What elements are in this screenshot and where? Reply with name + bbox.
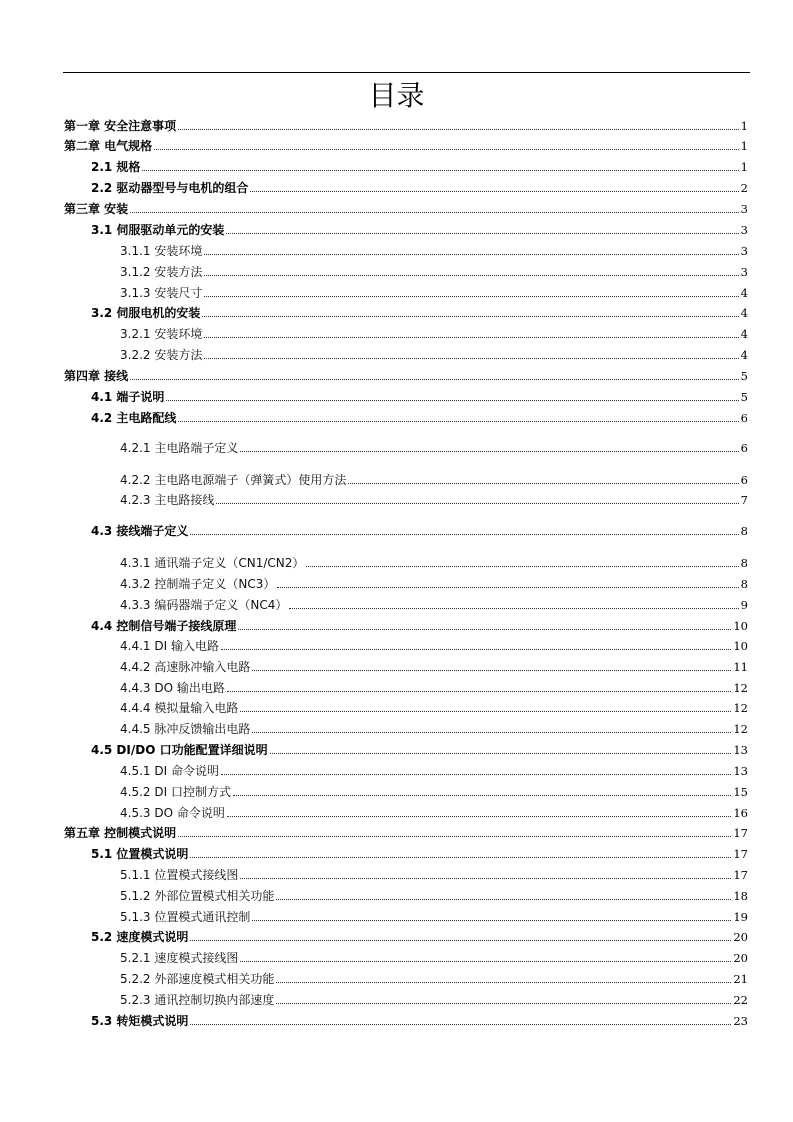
toc-entry[interactable] bbox=[91, 617, 748, 633]
toc-entry-label: 5.2.3 通讯控制切换内部速度 bbox=[120, 993, 275, 1007]
toc-entry-label: 3.2 伺服电机的安装 bbox=[91, 306, 201, 320]
toc-entry-page: 1 bbox=[740, 160, 748, 174]
toc-entry[interactable] bbox=[120, 658, 748, 674]
toc-entry[interactable] bbox=[120, 554, 748, 570]
toc-entry[interactable] bbox=[91, 522, 748, 538]
dot-leader bbox=[348, 483, 738, 484]
toc-entry-label: 3.2.1 安装环境 bbox=[120, 327, 203, 341]
toc-entry[interactable] bbox=[120, 439, 748, 455]
toc-entry-page: 6 bbox=[740, 411, 748, 425]
dot-leader bbox=[204, 275, 738, 276]
dot-leader bbox=[270, 753, 732, 754]
dot-leader bbox=[154, 149, 738, 150]
dot-leader bbox=[190, 857, 731, 858]
toc-entry[interactable] bbox=[120, 783, 748, 799]
toc-entry-label: 3.1.2 安装方法 bbox=[120, 265, 203, 279]
toc-entry[interactable] bbox=[120, 263, 748, 279]
toc-entry-page: 19 bbox=[733, 910, 748, 924]
toc-entry-label: 4.2 主电路配线 bbox=[91, 411, 177, 425]
toc-entry-page: 4 bbox=[740, 306, 748, 320]
toc-entry[interactable] bbox=[120, 908, 748, 924]
toc-entry-page: 17 bbox=[733, 868, 748, 882]
dot-leader bbox=[226, 233, 738, 234]
dot-leader bbox=[238, 629, 731, 630]
toc-entry-page: 1 bbox=[740, 119, 748, 133]
toc-entry-page: 23 bbox=[733, 1014, 748, 1028]
dot-leader bbox=[190, 534, 738, 535]
toc-entry[interactable] bbox=[120, 471, 748, 487]
dot-leader bbox=[130, 379, 738, 380]
toc-entry-page: 17 bbox=[733, 847, 748, 861]
toc-entry[interactable] bbox=[120, 866, 748, 882]
toc-entry-page: 20 bbox=[733, 951, 748, 965]
toc-entry-label: 4.5.1 DI 命令说明 bbox=[120, 764, 219, 778]
toc-entry-page: 4 bbox=[740, 286, 748, 300]
toc-entry-label: 第五章 控制模式说明 bbox=[64, 826, 177, 840]
dot-leader bbox=[227, 816, 732, 817]
toc-entry-page: 8 bbox=[740, 577, 748, 591]
toc-entry[interactable] bbox=[64, 367, 748, 383]
toc-entry-page: 5 bbox=[740, 369, 748, 383]
toc-entry-label: 4.4.1 DI 输入电路 bbox=[120, 639, 219, 653]
toc-entry-page: 7 bbox=[740, 493, 748, 507]
dot-leader bbox=[289, 608, 738, 609]
dot-leader bbox=[240, 961, 731, 962]
toc-entry-page: 10 bbox=[733, 639, 748, 653]
dot-leader bbox=[276, 982, 731, 983]
dot-leader bbox=[221, 649, 731, 650]
toc-entry[interactable] bbox=[120, 242, 748, 258]
dot-leader bbox=[227, 691, 732, 692]
toc-entry-label: 5.2.2 外部速度模式相关功能 bbox=[120, 972, 275, 986]
toc-entry-label: 4.5.3 DO 命令说明 bbox=[120, 806, 225, 820]
dot-leader bbox=[178, 129, 738, 130]
dot-leader bbox=[240, 711, 731, 712]
toc-entry[interactable] bbox=[120, 637, 748, 653]
toc-entry[interactable] bbox=[91, 304, 748, 320]
toc-entry-page: 6 bbox=[740, 441, 748, 455]
toc-entry[interactable] bbox=[64, 824, 748, 840]
toc-entry-label: 3.1.3 安装尺寸 bbox=[120, 286, 203, 300]
toc-entry-page: 5 bbox=[740, 390, 748, 404]
toc-entry-page: 18 bbox=[733, 889, 748, 903]
dot-leader bbox=[233, 795, 731, 796]
dot-leader bbox=[240, 451, 738, 452]
toc-entry[interactable] bbox=[91, 179, 748, 195]
toc-entry-label: 4.4.3 DO 输出电路 bbox=[120, 681, 225, 695]
page-title: 目录 bbox=[368, 79, 425, 112]
toc-entry[interactable] bbox=[91, 928, 748, 944]
dot-leader bbox=[202, 316, 738, 317]
toc-entry-label: 4.4.5 脉冲反馈输出电路 bbox=[120, 722, 251, 736]
dot-leader bbox=[142, 170, 738, 171]
toc-entry[interactable] bbox=[91, 409, 748, 425]
toc-entry-label: 第二章 电气规格 bbox=[64, 139, 153, 153]
toc-entry-label: 5.1.3 位置模式通讯控制 bbox=[120, 910, 251, 924]
toc-entry-page: 3 bbox=[740, 265, 748, 279]
toc-entry[interactable] bbox=[91, 741, 748, 757]
toc-entry-page: 17 bbox=[733, 826, 748, 840]
toc-entry-label: 4.2.3 主电路接线 bbox=[120, 493, 215, 507]
toc-entry-label: 5.2 速度模式说明 bbox=[91, 930, 189, 944]
toc-entry-label: 4.4 控制信号端子接线原理 bbox=[91, 619, 237, 633]
dot-leader bbox=[204, 296, 738, 297]
dot-leader bbox=[130, 212, 738, 213]
dot-leader bbox=[276, 899, 731, 900]
toc-entry-page: 13 bbox=[733, 764, 748, 778]
toc-entry[interactable] bbox=[64, 137, 748, 153]
dot-leader bbox=[166, 400, 738, 401]
toc-entry-label: 4.2.1 主电路端子定义 bbox=[120, 441, 239, 455]
toc-entry-page: 20 bbox=[733, 930, 748, 944]
toc-entry-label: 5.1 位置模式说明 bbox=[91, 847, 189, 861]
toc-entry-page: 9 bbox=[740, 598, 748, 612]
dot-leader bbox=[252, 670, 731, 671]
dot-leader bbox=[190, 1024, 731, 1025]
toc-entry-label: 第一章 安全注意事项 bbox=[64, 119, 177, 133]
toc-entry-page: 12 bbox=[733, 681, 748, 695]
toc-entry-label: 5.3 转矩模式说明 bbox=[91, 1014, 189, 1028]
dot-leader bbox=[178, 836, 731, 837]
dot-leader bbox=[250, 191, 738, 192]
toc-entry-page: 8 bbox=[740, 524, 748, 538]
toc-entry-label: 5.1.1 位置模式接线图 bbox=[120, 868, 239, 882]
toc-entry-page: 13 bbox=[733, 743, 748, 757]
dot-leader bbox=[252, 732, 731, 733]
toc-entry-page: 1 bbox=[740, 139, 748, 153]
toc-entry[interactable] bbox=[120, 887, 748, 903]
toc-entry-page: 10 bbox=[733, 619, 748, 633]
toc-entry-label: 第四章 接线 bbox=[64, 369, 129, 383]
toc-entry[interactable] bbox=[64, 200, 748, 216]
toc-entry-label: 3.1 伺服驱动单元的安装 bbox=[91, 223, 225, 237]
toc-entry-label: 4.2.2 主电路电源端子（弹簧式）使用方法 bbox=[120, 473, 347, 487]
toc-entry[interactable] bbox=[91, 1012, 748, 1028]
toc-entry-label: 4.3.1 通讯端子定义（CN1/CN2） bbox=[120, 556, 305, 570]
toc-entry-page: 16 bbox=[733, 806, 748, 820]
toc-entry[interactable] bbox=[91, 845, 748, 861]
toc-entry-page: 11 bbox=[733, 660, 748, 674]
toc-entry-label: 3.1.1 安装环境 bbox=[120, 244, 203, 258]
toc-entry-page: 21 bbox=[733, 972, 748, 986]
toc-entry-label: 4.3.2 控制端子定义（NC3） bbox=[120, 577, 276, 591]
toc-entry-label: 5.2.1 速度模式接线图 bbox=[120, 951, 239, 965]
toc-entry[interactable] bbox=[91, 158, 748, 174]
toc-entry-page: 4 bbox=[740, 327, 748, 341]
toc-entry-page: 12 bbox=[733, 701, 748, 715]
toc-entry-page: 12 bbox=[733, 722, 748, 736]
toc-entry[interactable] bbox=[120, 762, 748, 778]
toc-entry-page: 8 bbox=[740, 556, 748, 570]
toc-entry[interactable] bbox=[91, 221, 748, 237]
dot-leader bbox=[216, 503, 738, 504]
toc-entry-page: 15 bbox=[733, 785, 748, 799]
dot-leader bbox=[221, 774, 731, 775]
toc-entry[interactable] bbox=[120, 575, 748, 591]
dot-leader bbox=[190, 940, 731, 941]
toc-entry[interactable] bbox=[120, 720, 748, 736]
toc-entry-label: 4.4.4 模拟量输入电路 bbox=[120, 701, 239, 715]
toc-entry-label: 4.5.2 DI 口控制方式 bbox=[120, 785, 231, 799]
toc-entry[interactable] bbox=[120, 949, 748, 965]
toc-entry[interactable] bbox=[64, 117, 748, 133]
toc-entry[interactable] bbox=[120, 804, 748, 820]
toc-entry[interactable] bbox=[91, 388, 748, 404]
toc-entry-label: 4.4.2 高速脉冲输入电路 bbox=[120, 660, 251, 674]
toc-entry-label: 第三章 安装 bbox=[64, 202, 129, 216]
toc-entry-page: 4 bbox=[740, 348, 748, 362]
toc-entry-page: 3 bbox=[740, 223, 748, 237]
toc-entry[interactable] bbox=[120, 679, 748, 695]
dot-leader bbox=[204, 254, 738, 255]
toc-entry-page: 22 bbox=[733, 993, 748, 1007]
dot-leader bbox=[204, 337, 738, 338]
dot-leader bbox=[240, 878, 731, 879]
dot-leader bbox=[276, 1003, 731, 1004]
toc-entry[interactable] bbox=[120, 346, 748, 362]
toc-entry[interactable] bbox=[120, 491, 748, 507]
toc-entry-page: 6 bbox=[740, 473, 748, 487]
toc-entry[interactable] bbox=[120, 325, 748, 341]
toc-entry[interactable] bbox=[120, 596, 748, 612]
toc-entry-label: 4.5 DI/DO 口功能配置详细说明 bbox=[91, 743, 268, 757]
toc-entry[interactable] bbox=[120, 970, 748, 986]
toc-entry-label: 5.1.2 外部位置模式相关功能 bbox=[120, 889, 275, 903]
toc-entry[interactable] bbox=[120, 991, 748, 1007]
dot-leader bbox=[252, 920, 731, 921]
toc-entry-page: 3 bbox=[740, 202, 748, 216]
dot-leader bbox=[277, 587, 738, 588]
toc-entry-label: 3.2.2 安装方法 bbox=[120, 348, 203, 362]
toc-entry-page: 3 bbox=[740, 244, 748, 258]
toc-entry-label: 2.1 规格 bbox=[91, 160, 141, 174]
dot-leader bbox=[306, 566, 738, 567]
dot-leader bbox=[178, 421, 738, 422]
toc-entry-label: 4.1 端子说明 bbox=[91, 390, 165, 404]
toc-entry-label: 2.2 驱动器型号与电机的组合 bbox=[91, 181, 249, 195]
toc-entry-label: 4.3 接线端子定义 bbox=[91, 524, 189, 538]
toc-entry-page: 2 bbox=[740, 181, 748, 195]
dot-leader bbox=[204, 358, 738, 359]
toc-entry[interactable] bbox=[120, 284, 748, 300]
toc-entry-label: 4.3.3 编码器端子定义（NC4） bbox=[120, 598, 288, 612]
toc-entry[interactable] bbox=[120, 699, 748, 715]
